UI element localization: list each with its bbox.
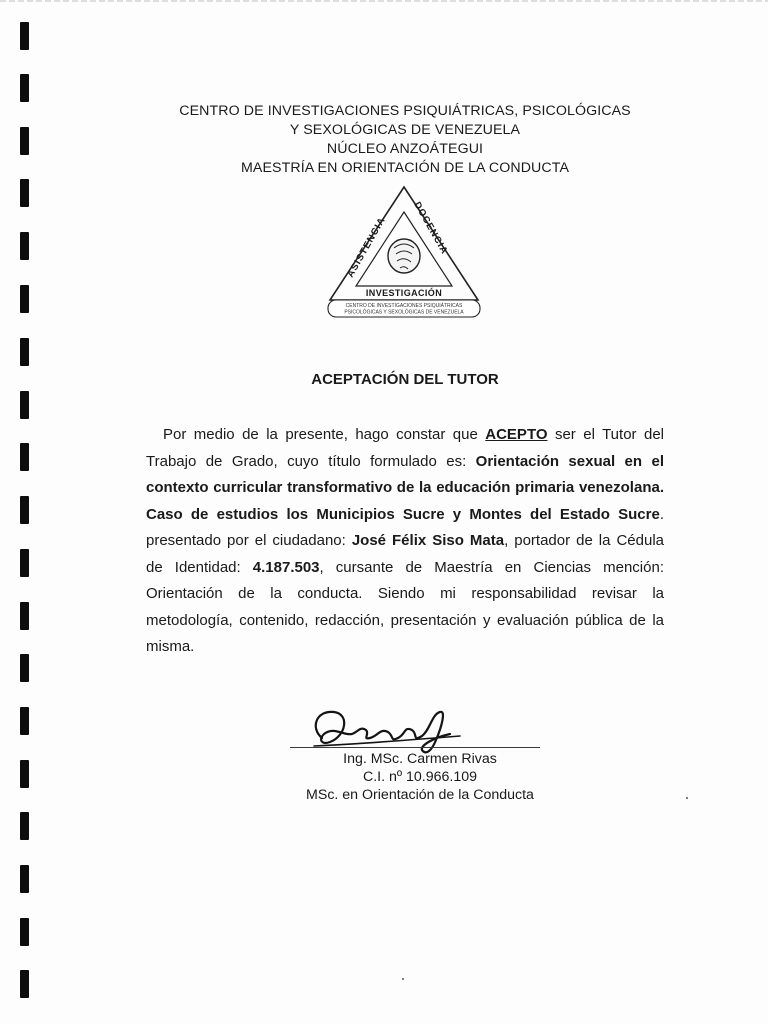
header-line-4: MAESTRÍA EN ORIENTACIÓN DE LA CONDUCTA <box>240 160 570 176</box>
binding-mark <box>20 812 29 840</box>
binding-mark <box>20 22 29 50</box>
binding-mark <box>20 549 29 577</box>
binding-mark <box>20 338 29 366</box>
body-text-4: , portador de la Cédula de Identidad: <box>146 532 664 576</box>
signer-name: Ing. MSc. Carmen Rivas <box>343 751 497 767</box>
signature-line <box>290 747 540 748</box>
acceptance-paragraph <box>146 422 664 661</box>
binding-mark <box>20 74 29 102</box>
binding-mark <box>20 970 29 998</box>
head-profile-icon <box>388 239 420 273</box>
binding-mark <box>20 285 29 313</box>
header-line-1: CENTRO DE INVESTIGACIONES PSIQUIÁTRICAS, PSICOLÓGICAS <box>179 103 631 119</box>
binding-mark <box>20 443 29 471</box>
binding-mark <box>20 654 29 682</box>
scan-speck <box>686 797 688 799</box>
student-name: José Félix Siso Mata <box>351 532 505 549</box>
header-line-3: NÚCLEO ANZOÁTEGUI <box>326 141 484 157</box>
binding-mark <box>20 496 29 524</box>
logo-banner-line-2: PSICOLÓGICAS Y SEXOLÓGICAS DE VENEZUELA <box>344 309 464 316</box>
body-text-1: Por medio de la presente, hago constar que <box>163 426 486 443</box>
document-title: ACEPTACIÓN DEL TUTOR <box>311 371 499 388</box>
binding-mark <box>20 918 29 946</box>
binding-mark <box>20 865 29 893</box>
top-edge-line <box>0 0 768 2</box>
binding-mark <box>20 127 29 155</box>
institution-logo <box>318 182 490 322</box>
signer-block <box>270 750 570 804</box>
binding-mark <box>20 760 29 788</box>
logo-bottom-word: INVESTIGACIÓN <box>365 288 443 298</box>
signer-degree: MSc. en Orientación de la Conducta <box>306 787 534 803</box>
scan-speck <box>402 978 404 980</box>
body-text-5: , cursante de Maestría en Ciencias mención: Orientación de la conducta. Siendo mi responsabilidad revisar la metodología, contenido, redacción, presentación y evaluación pública de la misma. <box>146 558 664 655</box>
binding-mark <box>20 602 29 630</box>
id-number: 4.187.503 <box>252 558 320 576</box>
binding-mark <box>20 707 29 735</box>
logo-right-word: DOCENCIA <box>411 200 450 257</box>
accept-word: ACEPTO <box>485 426 548 443</box>
thesis-title: Orientación sexual en el contexto curricular transformativo de la educación primaria venezolana. Caso de estudios los Municipios Sucre y Montes del Estado Sucre <box>146 452 664 523</box>
logo-banner-line-1: CENTRO DE INVESTIGACIONES PSIQUIÁTRICAS <box>345 303 463 309</box>
institution-header <box>140 102 670 178</box>
binding-mark <box>20 179 29 207</box>
signer-id: C.I. nº 10.966.109 <box>362 769 478 785</box>
logo-left-word: ASISTENCIA <box>345 215 388 280</box>
body-text-2: ser el Tutor del Trabajo de Grado, cuyo título formulado es: <box>146 426 664 470</box>
binding-mark <box>20 232 29 260</box>
header-line-2: Y SEXOLÓGICAS DE VENEZUELA <box>289 122 521 138</box>
body-text-3: . presentado por el ciudadano: <box>146 505 664 549</box>
binding-mark <box>20 391 29 419</box>
